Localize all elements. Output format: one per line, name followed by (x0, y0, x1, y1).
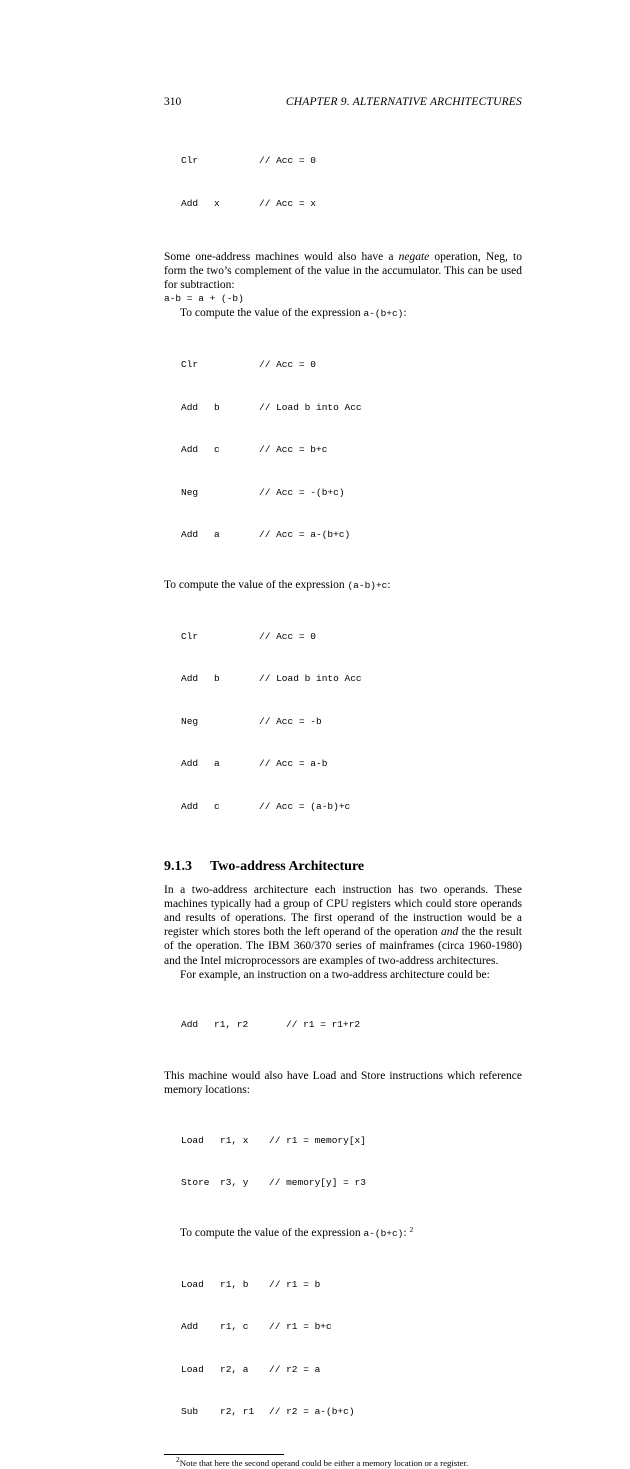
code-line (181, 630, 522, 644)
text: the the result of the operation. The IBM 360/370 series of mainframes (circa 1960-1980) and the Intel microprocessors are examples of two-address architectures. (164, 926, 522, 967)
code-comment: // Acc = 0 (259, 155, 317, 167)
page-content (164, 96, 522, 1469)
footnote (164, 1454, 522, 1469)
code-line (181, 800, 522, 814)
code-comment: // Acc = x (259, 198, 317, 209)
intro-expression-2 (164, 578, 522, 593)
code-comment: // Acc = a-b (259, 758, 328, 770)
code-line (181, 401, 522, 415)
code-comment: // Load b into Acc (259, 673, 362, 685)
code-arg: r1, b (220, 1278, 249, 1290)
footnote-rule (164, 1454, 284, 1455)
code-block-3 (181, 601, 522, 842)
code-op: Add (181, 401, 199, 413)
text: To compute the value of the expression (164, 578, 348, 591)
inline-code: a-(b+c) (363, 1227, 404, 1239)
code-op: Clr (181, 155, 199, 167)
footnote-number: 2 (176, 1454, 180, 1464)
inline-code: a-(b+c) (363, 308, 404, 320)
section-heading (164, 859, 522, 875)
code-block-4 (181, 990, 522, 1061)
code-comment: // r2 = a (269, 1363, 321, 1375)
code-op: Add (181, 198, 199, 209)
code-op: Add (181, 1019, 199, 1031)
code-op: Add (181, 673, 199, 685)
text: : (403, 307, 407, 320)
paragraph-example: For example, an instruction on a two-address architecture could be: (180, 968, 490, 981)
code-comment: // Acc = -b (259, 715, 322, 727)
code-op: Load (181, 1134, 204, 1146)
code-comment: // memory[y] = r3 (269, 1177, 366, 1189)
section-number: 9.1.3 (164, 858, 192, 874)
intro-expression-1 (164, 306, 522, 321)
code-comment: // Acc = 0 (259, 630, 317, 642)
code-arg: r3, y (220, 1177, 249, 1189)
code-comment: // r2 = a-(b+c) (269, 1406, 355, 1418)
text: To compute the value of the expression (180, 307, 364, 320)
code-arg: b (214, 673, 220, 685)
code-op: Store (181, 1177, 210, 1189)
code-op: Add (181, 529, 199, 541)
code-line (181, 1278, 522, 1292)
code-comment: // Load b into Acc (259, 401, 362, 413)
code-line (181, 672, 522, 686)
code-op: Add (181, 800, 199, 812)
code-line (181, 443, 522, 457)
code-line (181, 757, 522, 771)
code-op: Add (181, 1321, 199, 1333)
code-arg: a (214, 758, 220, 770)
code-op: Sub (181, 1406, 199, 1418)
text: Some one-address machines would also have a (164, 250, 399, 263)
paragraph-two-address (164, 883, 522, 968)
text: : (403, 1226, 407, 1239)
code-arg: r2, r1 (220, 1406, 255, 1418)
page-number: 310 (164, 96, 182, 108)
code-arg: r1, c (220, 1321, 249, 1333)
section-title: Two-address Architecture (210, 858, 365, 874)
code-block-1 (181, 126, 522, 240)
code-op: Neg (181, 486, 199, 498)
code-arg: b (214, 401, 220, 413)
emphasis: negate (398, 250, 430, 263)
code-op: Clr (181, 630, 199, 642)
emphasis: and (440, 926, 459, 939)
code-arg: r1, r2 (214, 1019, 249, 1031)
code-comment: // r1 = r1+r2 (286, 1019, 361, 1031)
code-line (181, 1405, 522, 1419)
code-line (181, 1176, 522, 1190)
code-line (181, 1018, 522, 1032)
code-op: Load (181, 1363, 204, 1375)
text: To compute the value of the expression (180, 1226, 364, 1239)
code-line (181, 197, 522, 211)
footnote-text: Note that here the second operand could be either a memory location or a register. (179, 1457, 469, 1468)
page-header (164, 96, 522, 114)
code-line (181, 528, 522, 542)
inline-code: (a-b)+c (347, 579, 388, 591)
code-comment: // r1 = b (269, 1278, 321, 1290)
text: In a two-address architecture each instruction has two operands. These machines typically had a group of CPU registers which could store operands and results of operations. The first operand of the instruction would be a register which stores both the left operand of the operation (164, 883, 522, 939)
code-comment: // Acc = -(b+c) (259, 486, 345, 498)
code-op: Add (181, 444, 199, 456)
running-title: CHAPTER 9. ALTERNATIVE ARCHITECTURES (285, 96, 522, 108)
code-arg: r2, a (220, 1363, 249, 1375)
intro-expression-3 (164, 1226, 522, 1241)
code-op: Load (181, 1278, 204, 1290)
code-op: Clr (181, 359, 199, 371)
code-block-6 (181, 1249, 522, 1448)
code-comment: // Acc = a-(b+c) (259, 529, 351, 541)
code-comment: // r1 = memory[x] (269, 1134, 366, 1146)
paragraph-load-store: This machine would also have Load and Store instructions which reference memory locations: (164, 1069, 522, 1097)
code-line (181, 1363, 522, 1377)
code-arg: a (214, 529, 220, 541)
code-line (181, 358, 522, 372)
code-line (181, 715, 522, 729)
code-op: Add (181, 758, 199, 770)
text: : (387, 578, 391, 591)
code-arg: x (214, 198, 220, 209)
code-arg: r1, x (220, 1134, 249, 1146)
code-arg: c (214, 444, 220, 456)
code-line (181, 154, 522, 168)
code-block-5 (181, 1105, 522, 1219)
code-line (181, 486, 522, 500)
footnote-marker: 2 (409, 1224, 414, 1234)
code-line (181, 1134, 522, 1148)
code-comment: // Acc = b+c (259, 444, 328, 456)
code-comment: // r1 = b+c (269, 1321, 332, 1333)
code-arg: c (214, 800, 220, 812)
code-line (181, 1320, 522, 1334)
code-inline-line: a-b = a + (-b) (164, 293, 244, 305)
paragraph-negate (164, 250, 522, 293)
code-block-2 (181, 330, 522, 571)
code-op: Neg (181, 715, 199, 727)
text: operation, Neg, to form the two’s complement of the value in the accumulator. This can be used for subtraction: (164, 250, 522, 291)
code-comment: // Acc = 0 (259, 359, 317, 371)
code-comment: // Acc = (a-b)+c (259, 800, 351, 812)
